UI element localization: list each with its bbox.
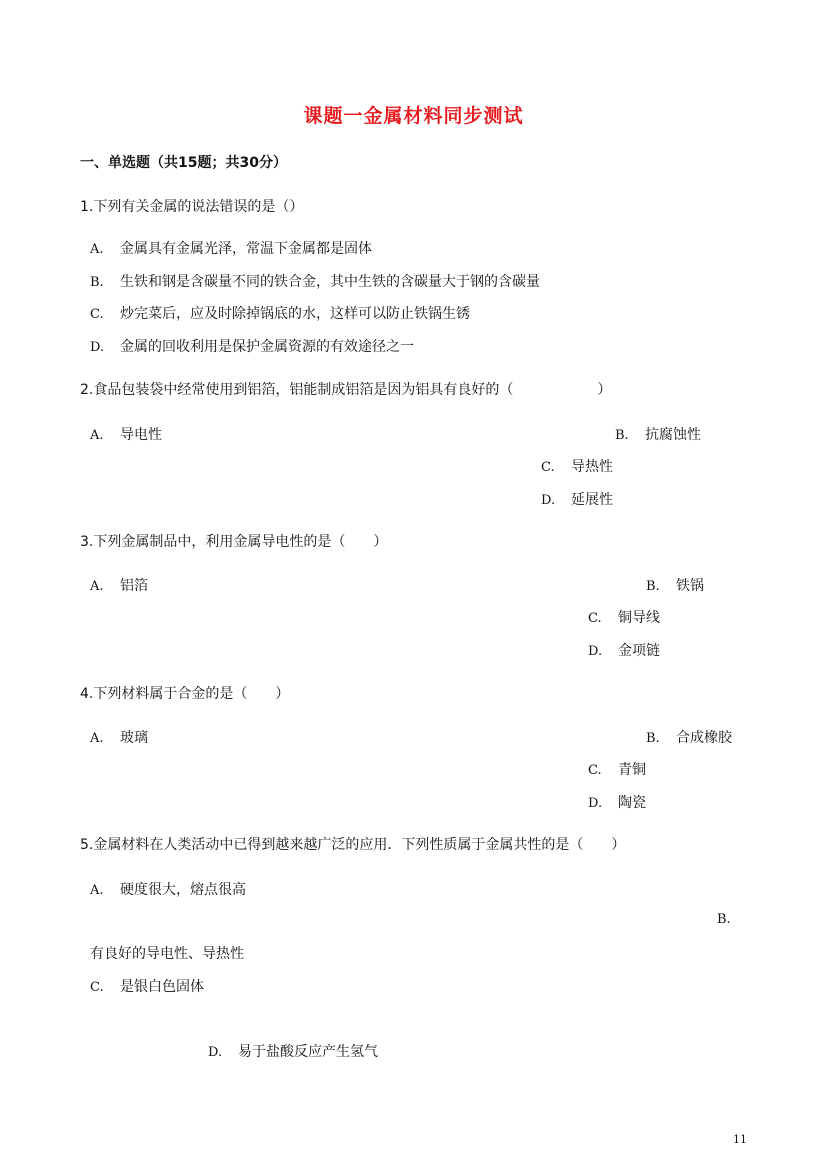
q3-option-d xyxy=(588,640,660,660)
q3-option-c xyxy=(588,607,660,627)
option-text: 生铁和钢是含碳量不同的铁合金，其中生铁的含碳量大于钢的含碳量 xyxy=(120,274,540,290)
option-letter: B. xyxy=(717,912,731,927)
option-letter: C. xyxy=(588,763,602,778)
option-letter: D. xyxy=(208,1045,223,1060)
document-title: 课题一金属材料同步测试 xyxy=(303,105,524,127)
option-letter: D. xyxy=(588,796,603,811)
question-4-stem: 4.下列材料属于合金的是（ ） xyxy=(80,686,290,702)
q5-option-c xyxy=(90,976,204,996)
option-letter: C. xyxy=(541,460,555,475)
question-1-stem: 1.下列有关金属的说法错误的是（） xyxy=(80,199,304,215)
q1-option-b xyxy=(90,271,540,291)
q4-option-c xyxy=(588,759,646,779)
q1-option-d xyxy=(90,336,414,356)
q4-option-b xyxy=(646,727,732,747)
option-text: 铁锅 xyxy=(676,578,704,594)
option-text: 易于盐酸反应产生氢气 xyxy=(238,1044,378,1060)
option-text: 硬度很大，熔点很高 xyxy=(120,882,246,898)
q2-option-c xyxy=(541,456,613,476)
option-letter: B. xyxy=(646,579,660,594)
option-letter: D. xyxy=(90,340,105,355)
question-2-stem: 2.食品包装袋中经常使用到铝箔，铝能制成铝箔是因为铝具有良好的（ ） xyxy=(80,382,612,398)
option-letter: C. xyxy=(588,611,602,626)
q1-option-c xyxy=(90,303,470,323)
option-letter: A. xyxy=(90,579,104,594)
option-letter: A. xyxy=(90,883,104,898)
q4-option-a xyxy=(90,727,148,747)
option-text: 导热性 xyxy=(571,459,613,475)
option-letter: B. xyxy=(615,428,629,443)
q5-option-d xyxy=(208,1041,378,1061)
q4-option-d xyxy=(588,792,646,812)
q2-option-d xyxy=(541,489,613,509)
q3-option-b xyxy=(646,575,704,595)
q1-option-a xyxy=(90,238,372,258)
option-text: 金属具有金属光泽，常温下金属都是固体 xyxy=(120,241,372,257)
option-letter: A. xyxy=(90,242,104,257)
option-text: 延展性 xyxy=(571,492,613,508)
option-text: 是银白色固体 xyxy=(120,979,204,995)
option-text: 抗腐蚀性 xyxy=(645,427,701,443)
option-text: 合成橡胶 xyxy=(676,730,732,746)
option-text: 青铜 xyxy=(618,762,646,778)
option-text: 玻璃 xyxy=(120,730,148,746)
q3-option-a xyxy=(90,575,148,595)
option-text: 金属的回收利用是保护金属资源的有效途径之一 xyxy=(120,339,414,355)
option-text: 金项链 xyxy=(618,643,660,659)
q2-option-b xyxy=(615,424,701,444)
question-5-stem: 5.金属材料在人类活动中已得到越来越广泛的应用．下列性质属于金属共性的是（ ） xyxy=(80,837,626,853)
option-letter: D. xyxy=(541,493,556,508)
page-number: 11 xyxy=(733,1133,747,1146)
option-letter: D. xyxy=(588,644,603,659)
option-letter: A. xyxy=(90,731,104,746)
option-text: 铜导线 xyxy=(618,610,660,626)
option-letter: A. xyxy=(90,428,104,443)
option-text: 铝箔 xyxy=(120,578,148,594)
q5-option-b-text: 有良好的导电性、导热性 xyxy=(90,946,244,962)
section-heading: 一、单选题（共15题；共30分） xyxy=(80,155,287,171)
q2-option-a xyxy=(90,424,162,444)
option-letter: B. xyxy=(90,275,104,290)
option-text: 导电性 xyxy=(120,427,162,443)
q5-option-a xyxy=(90,879,246,899)
option-letter: B. xyxy=(646,731,660,746)
option-letter: C. xyxy=(90,980,104,995)
option-text: 陶瓷 xyxy=(618,795,646,811)
q5-option-b-letter xyxy=(717,911,747,927)
option-text: 炒完菜后，应及时除掉锅底的水，这样可以防止铁锅生锈 xyxy=(120,306,470,322)
option-letter: C. xyxy=(90,307,104,322)
question-3-stem: 3.下列金属制品中，利用金属导电性的是（ ） xyxy=(80,534,388,550)
